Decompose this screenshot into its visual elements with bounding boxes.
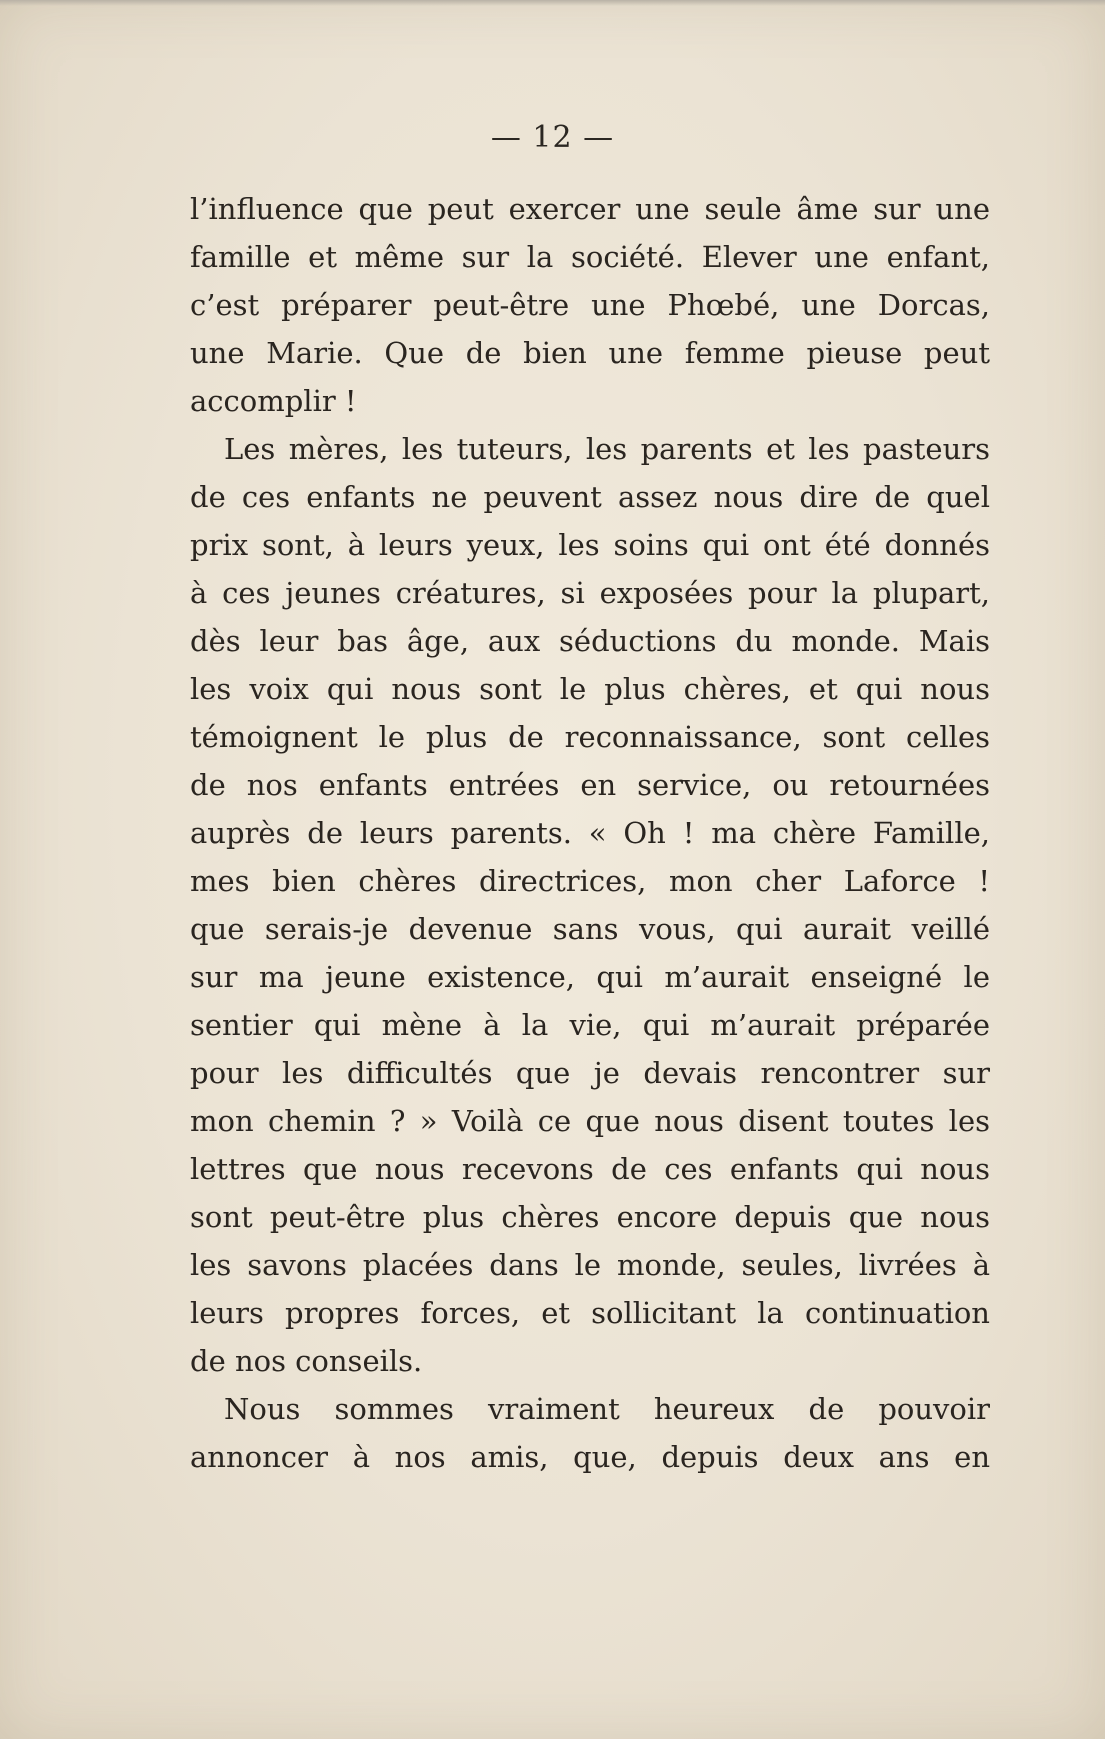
text-line: mon chemin ? » Voilà ce que nous disent toutes les	[190, 1104, 990, 1138]
text-line: Les mères, les tuteurs, les parents et les pasteurs	[224, 432, 990, 466]
text-line: mes bien chères directrices, mon cher Laforce !	[190, 864, 990, 898]
text-line: à ces jeunes créatures, si exposées pour la plupart,	[190, 576, 990, 610]
text-line: que serais-je devenue sans vous, qui aurait veillé	[190, 912, 990, 946]
text-line: lettres que nous recevons de ces enfants qui nous	[190, 1152, 990, 1186]
text-line: famille et même sur la société. Elever une enfant,	[190, 240, 990, 274]
page-number: — 12 —	[490, 120, 615, 155]
text-line: prix sont, à leurs yeux, les soins qui ont été donnés	[190, 528, 990, 562]
text-line: de nos conseils.	[190, 1344, 423, 1378]
text-line: auprès de leurs parents. « Oh ! ma chère Famille,	[190, 816, 990, 850]
body-text	[190, 185, 990, 1481]
text-line: une Marie. Que de bien une femme pieuse peut	[190, 336, 990, 370]
text-line: Nous sommes vraiment heureux de pouvoir	[224, 1392, 990, 1426]
text-line: pour les difficultés que je devais rencontrer sur	[190, 1056, 990, 1090]
text-line: accomplir !	[190, 384, 357, 418]
text-line: les savons placées dans le monde, seules, livrées à	[190, 1248, 990, 1282]
text-line: de nos enfants entrées en service, ou retournées	[190, 768, 990, 802]
text-line: leurs propres forces, et sollicitant la continuation	[190, 1296, 990, 1330]
text-line: l’influence que peut exercer une seule âme sur une	[190, 192, 990, 226]
text-line: dès leur bas âge, aux séductions du monde. Mais	[190, 624, 990, 658]
text-line: annoncer à nos amis, que, depuis deux ans en	[190, 1440, 990, 1474]
text-line: les voix qui nous sont le plus chères, et qui nous	[190, 672, 990, 706]
text-line: sur ma jeune existence, qui m’aurait enseigné le	[190, 960, 990, 994]
text-line: témoignent le plus de reconnaissance, sont celles	[190, 720, 990, 754]
text-line: sentier qui mène à la vie, qui m’aurait préparée	[190, 1008, 990, 1042]
text-line: sont peut-être plus chères encore depuis que nous	[190, 1200, 990, 1234]
page-top-edge	[0, 0, 1105, 6]
text-line: c’est préparer peut-être une Phœbé, une Dorcas,	[190, 288, 990, 322]
text-line: de ces enfants ne peuvent assez nous dire de quel	[190, 480, 990, 514]
